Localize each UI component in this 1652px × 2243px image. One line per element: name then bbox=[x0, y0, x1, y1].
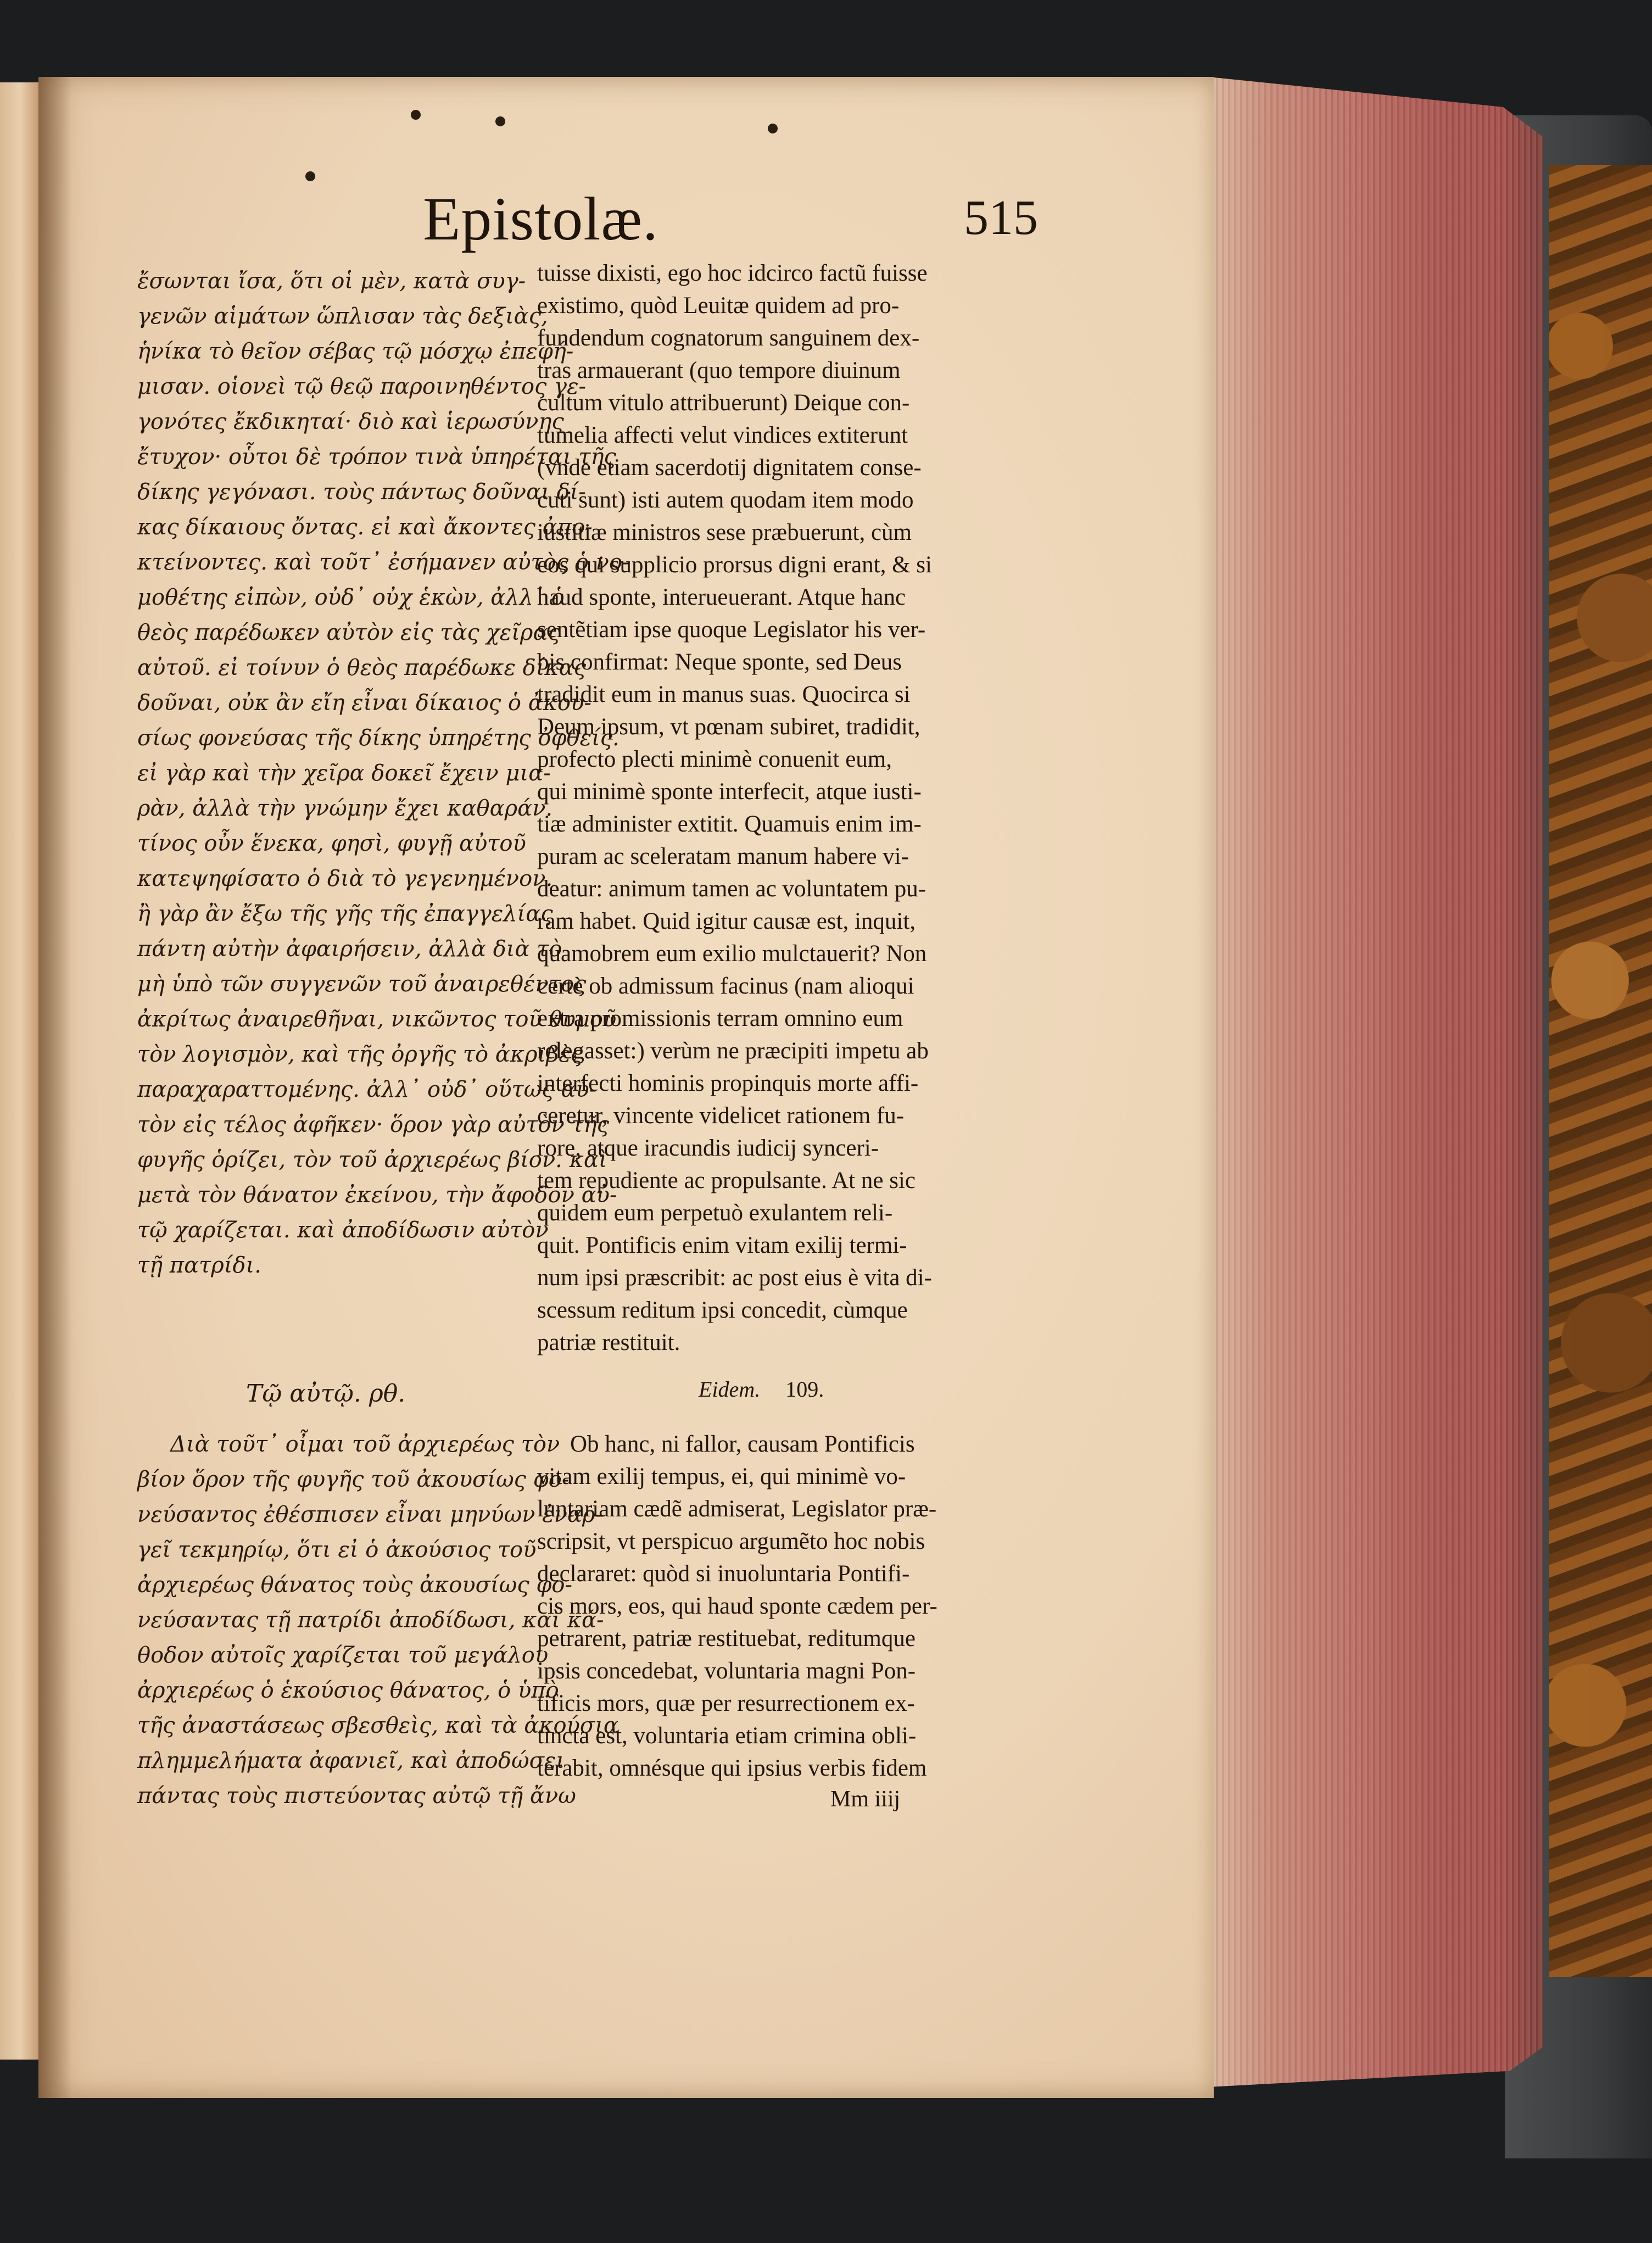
wormhole-mark bbox=[768, 124, 778, 133]
latin-text-line: cultum vitulo attribuerunt) Deique con- bbox=[537, 390, 910, 416]
greek-text-line: κτείνοντες. καὶ τοῦτ᾽ ἐσήμανεν αὐτὸς ὁ νο- bbox=[137, 550, 630, 575]
greek-text-line: πάντας τοὺς πιστεύοντας αὐτῷ τῇ ἄνω bbox=[137, 1783, 576, 1809]
greek-text-line: μετὰ τὸν θάνατον ἐκείνου, τὴν ἄφοδον αὐ- bbox=[137, 1182, 617, 1208]
latin-text-line: Ob hanc, ni fallor, causam Pontificis bbox=[570, 1431, 915, 1457]
latin-text-line: ipsis concedebat, voluntaria magni Pon- bbox=[537, 1658, 916, 1684]
wormhole-mark bbox=[495, 116, 505, 126]
greek-text-line: ἀρχιερέως θάνατος τοὺς ἀκουσίως φο- bbox=[137, 1572, 572, 1598]
greek-text-line: αὐτοῦ. εἰ τοίνυν ὁ θεὸς παρέδωκε δίκας bbox=[137, 655, 587, 680]
latin-text-line: declararet: quòd si inuoluntaria Pontifi- bbox=[537, 1561, 910, 1587]
greek-text-line: ἡνίκα τὸ θεῖον σέβας τῷ μόσχῳ ἐπεφή- bbox=[137, 339, 574, 364]
wormhole-mark bbox=[305, 171, 315, 181]
page-number: 515 bbox=[964, 191, 1038, 245]
latin-letter-109-text bbox=[537, 1428, 1020, 1784]
greek-text-line: πάντη αὐτὴν ἀφαιρήσειν, ἀλλὰ διὰ τὸ bbox=[137, 936, 562, 962]
offset-library-stamp bbox=[1244, 667, 1453, 718]
greek-text-line: κατεψηφίσατο ὁ διὰ τὸ γεγενημένον. bbox=[137, 866, 553, 891]
greek-text-line: τίνος οὖν ἕνεκα, φησὶ, φυγῇ αὐτοῦ bbox=[137, 831, 526, 856]
greek-text-line: θεὸς παρέδωκεν αὐτὸν εἰς τὰς χεῖρας bbox=[137, 620, 560, 645]
latin-text-line: puram ac sceleratam manum habere vi- bbox=[537, 844, 909, 869]
greek-text-line: γενῶν αἱμάτων ὥπλισαν τὰς δεξιὰς, bbox=[137, 304, 548, 329]
greek-text-line: γονότες ἔκδικηταί· διὸ καὶ ἱερωσύνης bbox=[137, 409, 564, 434]
latin-text-line: ram habet. Quid igitur causæ est, inquit, bbox=[537, 908, 916, 934]
greek-text-line: τῇ πατρίδι. bbox=[137, 1253, 261, 1278]
latin-text-line: relegasset:) verùm ne præcipiti impetu ab bbox=[537, 1038, 929, 1064]
greek-text-line: Διὰ τοῦτ᾽ οἶμαι τοῦ ἀρχιερέως τὸν bbox=[170, 1432, 560, 1457]
latin-text-column bbox=[537, 257, 1020, 1359]
latin-text-line: tradidit eum in manus suas. Quocirca si bbox=[537, 682, 911, 707]
signature-mark: Mm iiij bbox=[830, 1787, 901, 1812]
facing-page-edge bbox=[0, 82, 42, 2060]
red-page-edges bbox=[1208, 77, 1543, 2087]
latin-text-line: iustitiæ ministros sese præbuerunt, cùm bbox=[537, 520, 912, 545]
latin-text-line: qui minimè sponte interfecit, atque iusti- bbox=[537, 779, 922, 805]
latin-text-line: luntariam cædẽ admiserat, Legislator præ- bbox=[537, 1496, 937, 1522]
latin-heading-recipient: Eidem. bbox=[699, 1377, 761, 1402]
latin-text-line: quit. Pontificis enim vitam exilij termi- bbox=[537, 1232, 907, 1258]
greek-text-line: εἰ γὰρ καὶ τὴν χεῖρα δοκεῖ ἔχειν μια- bbox=[137, 761, 551, 786]
latin-text-line: tificis mors, quæ per resurrectionem ex- bbox=[537, 1690, 915, 1716]
latin-text-line: (vnde etiam sacerdotij dignitatem conse- bbox=[537, 455, 922, 481]
latin-text-line: haud sponte, interueuerant. Atque hanc bbox=[537, 584, 906, 610]
latin-text-line: profecto plecti minimè conuenit eum, bbox=[537, 746, 892, 772]
latin-text-line: scripsit, vt perspicuo argumẽto hoc nobis bbox=[537, 1528, 925, 1554]
wormhole-mark bbox=[411, 110, 421, 120]
latin-text-line: tiæ administer extitit. Quamuis enim im- bbox=[537, 811, 922, 837]
greek-text-line: σίως φονεύσας τῆς δίκης ὑπηρέτης ὀφθείς. bbox=[137, 726, 620, 751]
latin-text-line: sentẽtiam ipse quoque Legislator his ver- bbox=[537, 617, 926, 643]
greek-text-line: πλημμελήματα ἀφανιεῖ, καὶ ἀποδώσει bbox=[137, 1748, 565, 1773]
latin-text-line: cis mors, eos, qui haud sponte cædem per- bbox=[537, 1593, 937, 1619]
greek-text-line: ἔσωνται ἴσα, ὅτι οἱ μὲν, κατὰ συγ- bbox=[137, 269, 526, 294]
latin-text-line: terabit, omnésque qui ipsius verbis fidem bbox=[537, 1755, 927, 1781]
latin-text-line: eos qui supplicio prorsus digni erant, & si bbox=[537, 552, 932, 578]
greek-text-line: νεύσαντος ἐθέσπισεν εἶναι μηνύων ἐναρ- bbox=[137, 1502, 603, 1527]
latin-text-line: patriæ restituit. bbox=[537, 1330, 680, 1355]
greek-text-line: μοθέτης εἰπὼν, οὐδ᾽ οὐχ ἑκὼν, ἀλλ᾽ ὁ bbox=[137, 585, 565, 610]
greek-text-column bbox=[137, 264, 630, 1283]
latin-text-line: deatur: animum tamen ac voluntatem pu- bbox=[537, 876, 927, 902]
greek-text-line: ἔτυχον· οὗτοι δὲ τρόπον τινὰ ὑπηρέται τῆς bbox=[137, 444, 616, 470]
latin-text-line: Deum ipsum, vt pœnam subiret, tradidit, bbox=[537, 714, 920, 740]
latin-text-line: petrarent, patriæ restituebat, reditumque bbox=[537, 1626, 916, 1651]
page-gutter-shadow bbox=[38, 77, 71, 2098]
greek-text-line: τὸν λογισμὸν, καὶ τῆς ὀργῆς τὸ ἀκριβὲς bbox=[137, 1042, 583, 1067]
latin-text-line: bis confirmat: Neque sponte, sed Deus bbox=[537, 649, 902, 675]
greek-text-line: ἀρχιερέως ὁ ἑκούσιος θάνατος, ὁ ὑπὸ bbox=[137, 1678, 559, 1703]
greek-letter-heading: Τῷ αὐτῷ. ρθ. bbox=[246, 1380, 406, 1408]
greek-text-line: ρὰν, ἀλλὰ τὴν γνώμην ἔχει καθαράν. bbox=[137, 796, 553, 821]
latin-text-line: certè ob admissum facinus (nam alioqui bbox=[537, 973, 914, 999]
latin-text-line: ceretur, vincente videlicet rationem fu- bbox=[537, 1103, 905, 1129]
latin-text-line: tras armauerant (quo tempore diuinum bbox=[537, 358, 901, 383]
latin-text-line: num ipsi præscribit: ac post eius è vita di- bbox=[537, 1265, 932, 1291]
greek-text-line: γεῖ τεκμηρίῳ, ὅτι εἰ ὁ ἀκούσιος τοῦ bbox=[137, 1537, 537, 1563]
marbled-endpaper bbox=[1549, 165, 1652, 1977]
latin-text-line: tuisse dixisti, ego hoc idcirco factũ fuisse bbox=[537, 260, 928, 286]
greek-text-line: ἀκρίτως ἀναιρεθῆναι, νικῶντος τοῦ θυμοῦ bbox=[137, 1007, 617, 1032]
greek-text-line: θοδον αὐτοῖς χαρίζεται τοῦ μεγάλου bbox=[137, 1643, 549, 1668]
latin-text-line: tincta est, voluntaria etiam crimina obli- bbox=[537, 1723, 917, 1749]
latin-text-line: vitam exilij tempus, ei, qui minimè vo- bbox=[537, 1464, 906, 1489]
latin-text-line: interfecti hominis propinquis morte affi- bbox=[537, 1070, 919, 1096]
running-title: Epistolæ. bbox=[423, 185, 659, 253]
greek-text-line: μὴ ὑπὸ τῶν συγγενῶν τοῦ ἀναιρεθέντος bbox=[137, 972, 587, 997]
greek-text-line: νεύσαντας τῇ πατρίδι ἀποδίδωσι, καὶ κά- bbox=[137, 1608, 604, 1633]
greek-text-line: ἢ γὰρ ἂν ἔξω τῆς γῆς τῆς ἐπαγγελίας bbox=[137, 901, 553, 927]
greek-text-line: παραχαραττομένης. ἀλλ᾽ οὐδ᾽ οὕτως αὐ- bbox=[137, 1077, 597, 1102]
greek-text-line: τῆς ἀναστάσεως σβεσθεὶς, καὶ τὰ ἀκούσια bbox=[137, 1713, 618, 1738]
greek-text-line: δίκης γεγόνασι. τοὺς πάντως δοῦναι δί- bbox=[137, 479, 586, 505]
greek-text-line: κας δίκαιους ὄντας. εἰ καὶ ἄκοντες ἀπο- bbox=[137, 515, 593, 540]
greek-text-line: τὸν εἰς τέλος ἀφῆκεν· ὅρον γὰρ αὐτὸν τῆς bbox=[137, 1112, 610, 1137]
latin-text-line: tem repudiente ac propulsante. At ne sic bbox=[537, 1168, 916, 1193]
latin-text-line: cuti sunt) isti autem quodam item modo bbox=[537, 487, 914, 513]
latin-text-line: rore, atque iracundis iudicij synceri- bbox=[537, 1135, 879, 1161]
greek-text-line: μισαν. οἱονεὶ τῷ θεῷ παροινηθέντος γε- bbox=[137, 374, 587, 399]
latin-heading-number: 109. bbox=[785, 1377, 824, 1402]
greek-text-line: φυγῆς ὁρίζει, τὸν τοῦ ἀρχιερέως βίον. καὶ bbox=[137, 1147, 607, 1173]
greek-letter-109-text bbox=[137, 1427, 618, 1814]
latin-text-line: quidem eum perpetuò exulantem reli- bbox=[537, 1200, 893, 1226]
latin-text-line: tumelia affecti velut vindices extiterunt bbox=[537, 422, 908, 448]
latin-text-line: quamobrem eum exilio mulctauerit? Non bbox=[537, 941, 927, 967]
latin-text-line: extra promissionis terram omnino eum bbox=[537, 1006, 903, 1031]
greek-text-line: δοῦναι, οὐκ ἂν εἴη εἶναι δίκαιος ὁ ἀκου- bbox=[137, 690, 591, 716]
latin-text-line: scessum reditum ipsi concedit, cùmque bbox=[537, 1297, 908, 1323]
greek-text-line: τῷ χαρίζεται. καὶ ἀποδίδωσιν αὐτὸν bbox=[137, 1218, 549, 1243]
latin-letter-heading bbox=[699, 1376, 824, 1402]
latin-text-line: fundendum cognatorum sanguinem dex- bbox=[537, 325, 920, 351]
latin-text-line: existimo, quòd Leuitæ quidem ad pro- bbox=[537, 293, 900, 319]
greek-text-line: βίον ὅρον τῆς φυγῆς τοῦ ἀκουσίως φο- bbox=[137, 1467, 570, 1492]
